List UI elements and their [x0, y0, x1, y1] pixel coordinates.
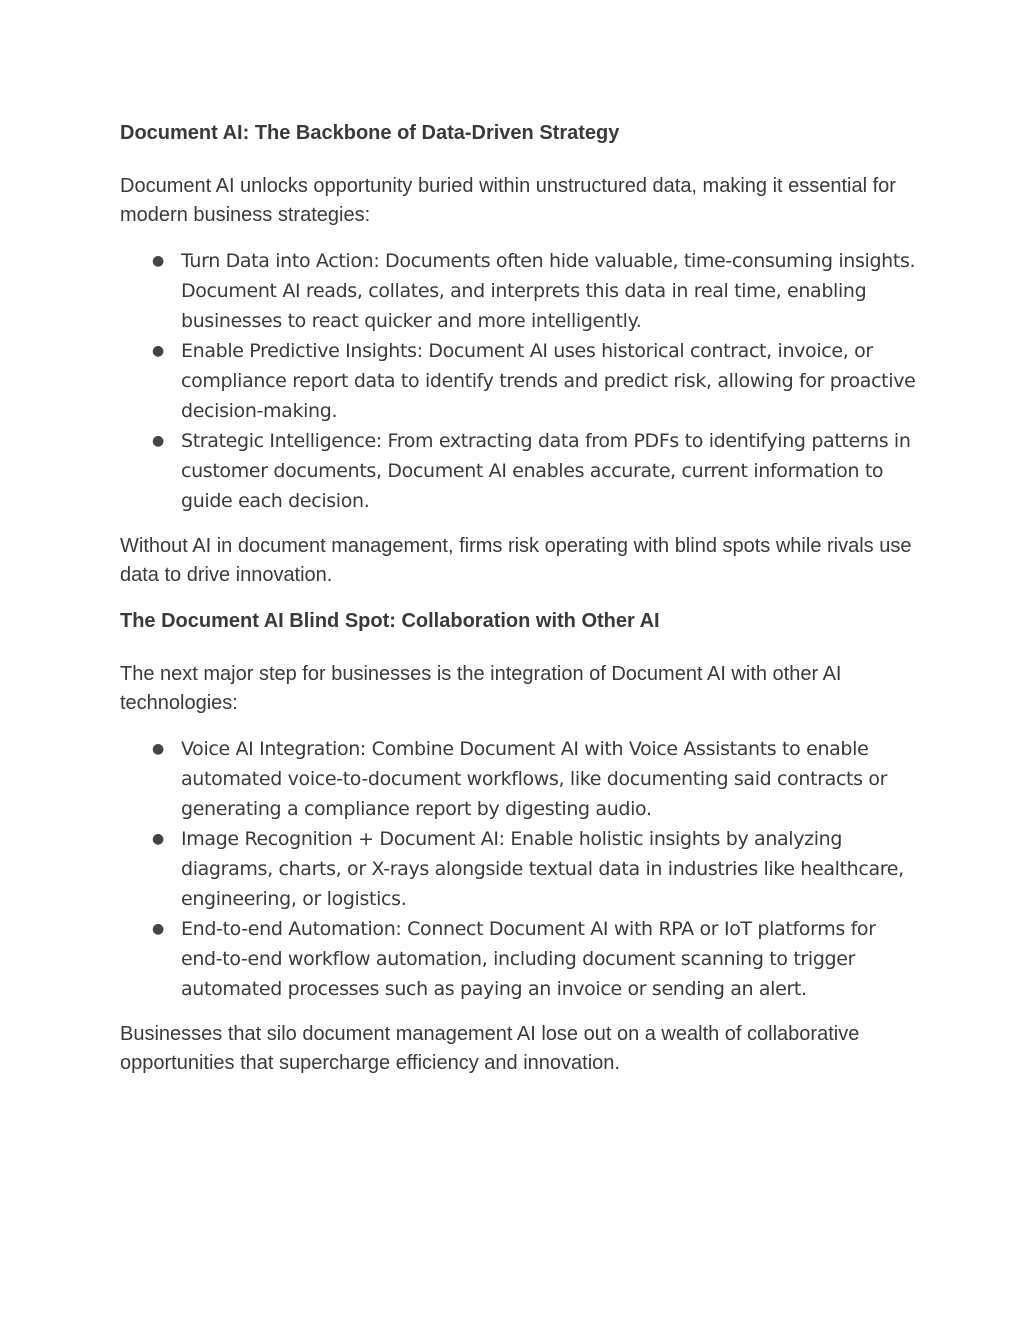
list-item-text: End-to-end Automation: Connect Document AI with RPA or IoT platforms for end-to-end workflow automation, including document scanning to trigger automated processes such as paying an invoice or sending an alert. [181, 918, 876, 1000]
bullet-icon: ● [152, 343, 164, 359]
section-heading-backbone: Document AI: The Backbone of Data-Driven Strategy [120, 122, 620, 144]
section-closing-paragraph: Without AI in document management, firms risk operating with blind spots while rivals use data to drive innovation. [120, 535, 912, 586]
list-item [120, 246, 920, 336]
bullet-list-integration [120, 734, 920, 1004]
list-item [120, 914, 920, 1004]
bullet-list-strategy [120, 246, 920, 516]
list-item [120, 336, 920, 426]
bullet-icon: ● [152, 831, 164, 847]
bullet-icon: ● [152, 741, 164, 757]
section-intro-paragraph: The next major step for businesses is the integration of Document AI with other AI technologies: [120, 663, 842, 714]
section-intro-paragraph: Document AI unlocks opportunity buried within unstructured data, making it essential for modern business strategies: [120, 175, 896, 226]
bullet-icon: ● [152, 433, 164, 449]
bullet-icon: ● [152, 921, 164, 937]
list-item-text: Turn Data into Action: Documents often hide valuable, time-consuming insights. Document AI reads, collates, and interprets this data in real time, enabling businesses to react quicker and more intelligently. [181, 250, 916, 332]
list-item-text: Image Recognition + Document AI: Enable holistic insights by analyzing diagrams, charts, or X-rays alongside textual data in industries like healthcare, engineering, or logistics. [181, 828, 904, 910]
list-item-text: Strategic Intelligence: From extracting data from PDFs to identifying patterns in customer documents, Document AI enables accurate, current information to guide each decision. [181, 430, 911, 512]
list-item [120, 426, 920, 516]
list-item-text: Enable Predictive Insights: Document AI uses historical contract, invoice, or compliance report data to identify trends and predict risk, allowing for proactive decision-making. [181, 340, 916, 422]
section-heading-blind-spot: The Document AI Blind Spot: Collaboration with Other AI [120, 610, 660, 632]
list-item [120, 824, 920, 914]
section-closing-paragraph: Businesses that silo document management AI lose out on a wealth of collaborative opportunities that supercharge efficiency and innovation. [120, 1023, 860, 1074]
bullet-icon: ● [152, 253, 164, 269]
list-item [120, 734, 920, 824]
list-item-text: Voice AI Integration: Combine Document AI with Voice Assistants to enable automated voice-to-document workflows, like documenting said contracts or generating a compliance report by digesting audio. [181, 738, 888, 820]
document-page [120, 118, 920, 1078]
